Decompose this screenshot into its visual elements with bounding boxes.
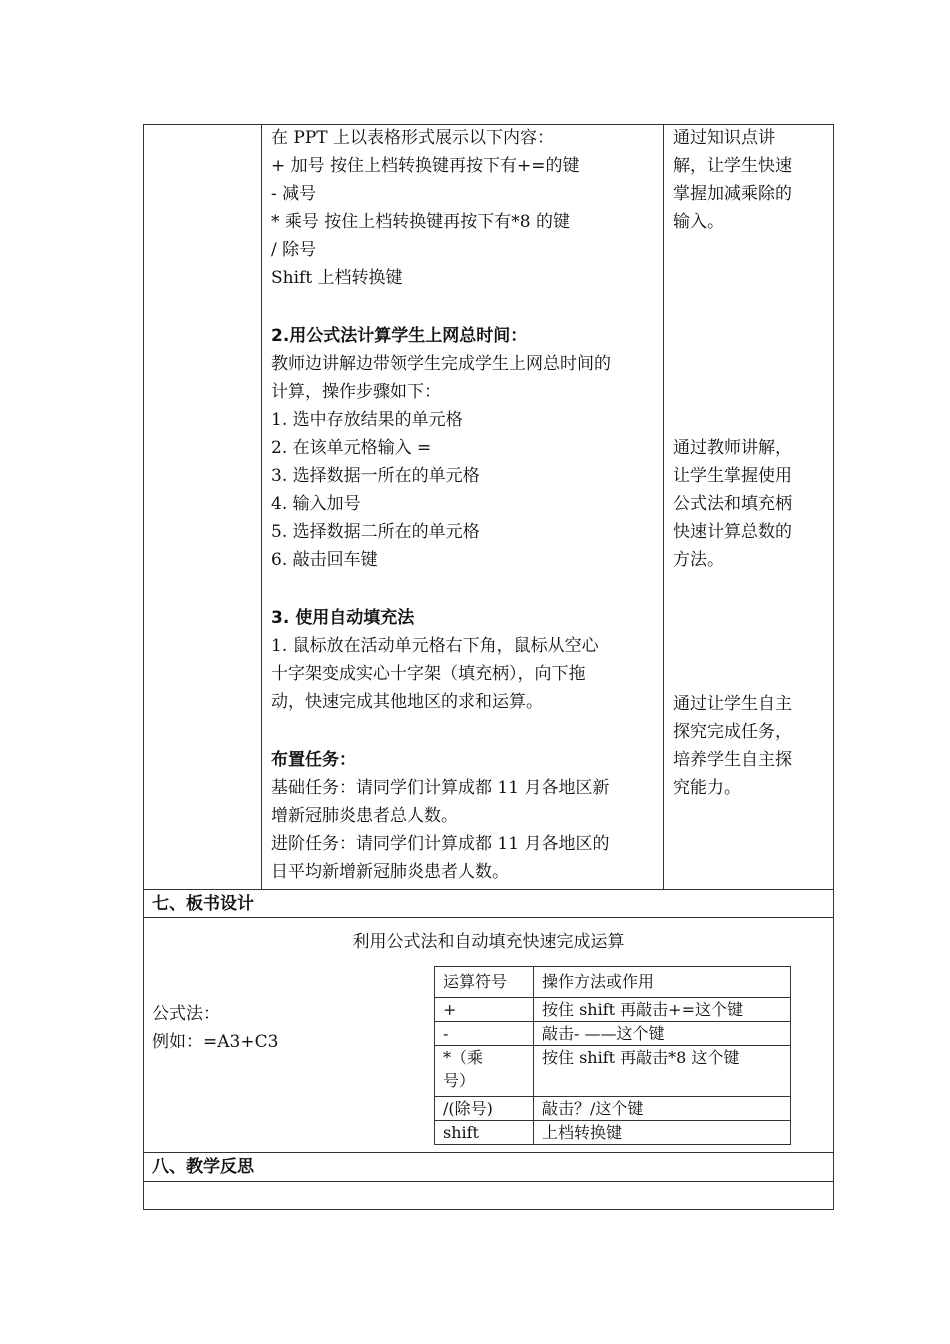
desc-cell: 按住 shift 再敲击*8 这个键	[534, 1046, 791, 1097]
content-line: 在 PPT 上以表格形式展示以下内容：	[271, 128, 555, 148]
step-item: 1. 选中存放结果的单元格	[271, 410, 463, 430]
design-intent-note	[673, 126, 823, 234]
note-line: 解，让学生快速	[673, 156, 792, 176]
content-line: Shift 上档转换键	[271, 268, 403, 288]
symbol-cell: -	[435, 1022, 534, 1046]
formula-label: 公式法：	[152, 1004, 220, 1024]
note-line: 培养学生自主探	[673, 750, 792, 770]
note-line: 通过教师讲解，	[673, 438, 792, 458]
task-line: 进阶任务：请同学们计算成都 11 月各地区的	[271, 834, 610, 854]
note-line: 通过让学生自主	[673, 694, 792, 714]
note-line: 方法。	[673, 550, 724, 570]
section-heading: 八、教学反思	[152, 1157, 254, 1177]
row-divider	[143, 1152, 834, 1153]
desc-cell: 敲击？/这个键	[534, 1097, 791, 1121]
section-heading: 七、板书设计	[152, 894, 254, 914]
design-intent-note	[673, 692, 823, 800]
table-row	[435, 1046, 791, 1097]
note-line: 公式法和填充柄	[673, 494, 792, 514]
operator-table	[434, 966, 791, 1145]
table-header-row	[435, 967, 791, 998]
symbol-cell: /(除号)	[435, 1097, 534, 1121]
note-line: 输入。	[673, 212, 724, 232]
desc-cell: 敲击- ——这个键	[534, 1022, 791, 1046]
column-divider-right	[663, 124, 664, 889]
row-divider	[143, 917, 834, 918]
symbol-cell: shift	[435, 1121, 534, 1145]
content-line: / 除号	[271, 240, 317, 260]
symbol-line: *（乘	[443, 1048, 484, 1067]
section-title: 2.用公式法计算学生上网总时间：	[271, 326, 528, 346]
content-line: 动，快速完成其他地区的求和运算。	[271, 692, 543, 712]
column-divider-left	[261, 124, 262, 889]
formula-example: 例如：=A3+C3	[152, 1032, 279, 1052]
content-line: 1. 鼠标放在活动单元格右下角，鼠标从空心	[271, 636, 599, 656]
step-item: 3. 选择数据一所在的单元格	[271, 466, 480, 486]
step-item: 4. 输入加号	[271, 494, 361, 514]
design-intent-note	[673, 436, 823, 572]
note-line: 快速计算总数的	[673, 522, 792, 542]
content-line: + 加号 按住上档转换键再按下有+=的键	[271, 156, 580, 176]
note-line: 通过知识点讲	[673, 128, 775, 148]
symbol-cell: +	[435, 998, 534, 1022]
step-item: 2. 在该单元格输入 =	[271, 438, 432, 458]
note-line: 让学生掌握使用	[673, 466, 792, 486]
table-row	[435, 1121, 791, 1145]
task-line: 基础任务：请同学们计算成都 11 月各地区新	[271, 778, 610, 798]
board-design-title: 利用公式法和自动填充快速完成运算	[352, 932, 625, 952]
content-line: 教师边讲解边带领学生完成学生上网总时间的	[271, 354, 611, 374]
note-line: 掌握加减乘除的	[673, 184, 792, 204]
table-row	[435, 1097, 791, 1121]
task-line: 日平均新增新冠肺炎患者人数。	[271, 862, 509, 882]
symbol-line: 号）	[443, 1071, 476, 1090]
step-item: 6. 敲击回车键	[271, 550, 378, 570]
content-line: 十字架变成实心十字架（填充柄），向下拖	[271, 664, 586, 684]
header-cell: 运算符号	[435, 967, 534, 998]
task-line: 增新冠肺炎患者总人数。	[271, 806, 458, 826]
step-item: 5. 选择数据二所在的单元格	[271, 522, 480, 542]
row-divider	[143, 889, 834, 890]
desc-cell: 按住 shift 再敲击+=这个键	[534, 998, 791, 1022]
note-line: 究能力。	[673, 778, 741, 798]
content-line: * 乘号 按住上档转换键再按下有*8 的键	[271, 212, 571, 232]
content-line: - 减号	[271, 184, 317, 204]
note-line: 探究完成任务，	[673, 722, 792, 742]
task-title: 布置任务：	[271, 750, 356, 770]
table-row	[435, 998, 791, 1022]
reflection-cell	[143, 1182, 834, 1209]
header-cell: 操作方法或作用	[534, 967, 791, 998]
table-row	[435, 1022, 791, 1046]
section-title: 3. 使用自动填充法	[271, 608, 415, 628]
desc-cell: 上档转换键	[534, 1121, 791, 1145]
content-line: 计算，操作步骤如下：	[271, 382, 441, 402]
symbol-cell	[435, 1046, 534, 1097]
